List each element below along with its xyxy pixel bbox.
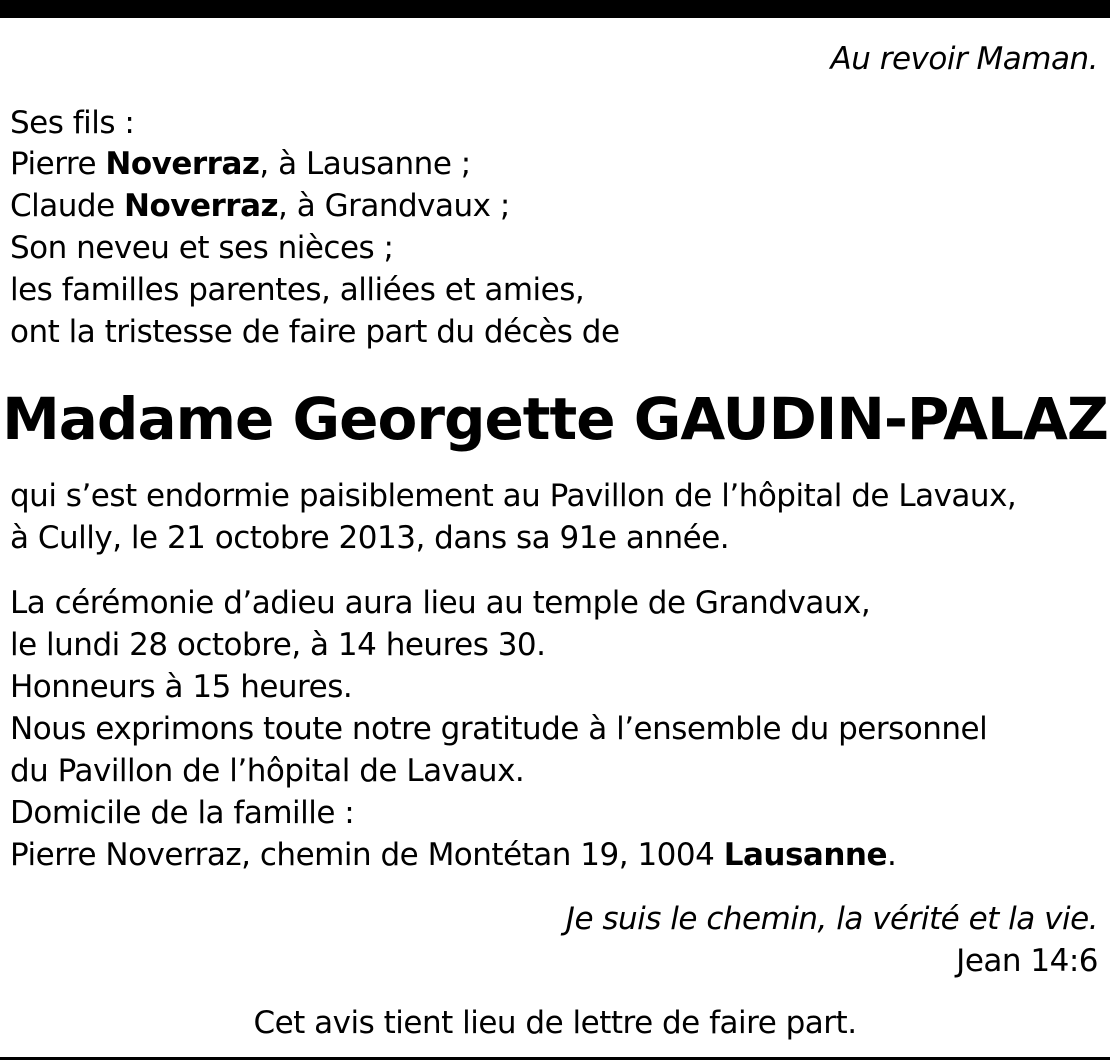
family-address: [10, 834, 896, 876]
address-street: Pierre Noverraz, chemin de Montétan 19, 1004: [10, 837, 724, 873]
son1-last-name: Noverraz: [105, 146, 260, 182]
ceremony-line-1: La cérémonie d’adieu aura lieu au temple de Grandvaux,: [10, 585, 871, 621]
son2-place: , à Grandvaux ;: [278, 188, 510, 224]
gratitude-line-1: Nous exprimons toute notre gratitude à l’ensemble du personnel: [10, 711, 988, 747]
deceased-name-heading: Madame Georgette GAUDIN-PALAZ: [2, 385, 1108, 453]
son2-last-name: Noverraz: [124, 188, 279, 224]
death-details-line-2: à Cully, le 21 octobre 2013, dans sa 91e année.: [10, 520, 730, 556]
epigraph: Au revoir Maman.: [830, 41, 1098, 77]
death-details-line-1: qui s’est endormie paisiblement au Pavillon de l’hôpital de Lavaux,: [10, 478, 1017, 514]
gratitude-line-2: du Pavillon de l’hôpital de Lavaux.: [10, 753, 525, 789]
bible-quote: Je suis le chemin, la vérité et la vie.: [565, 901, 1098, 937]
families-line: les familles parentes, alliées et amies,: [10, 272, 585, 308]
bible-reference: Jean 14:6: [956, 943, 1098, 979]
son-line-1: [10, 143, 471, 185]
address-city: Lausanne: [723, 837, 887, 873]
nephews-line: Son neveu et ses nièces ;: [10, 230, 394, 266]
ceremony-line-2: le lundi 28 octobre, à 14 heures 30.: [10, 627, 546, 663]
son1-first-name: Pierre: [10, 146, 106, 182]
announcement-line: ont la tristesse de faire part du décès de: [10, 314, 620, 350]
top-border-rule: [0, 0, 1110, 18]
address-end: .: [887, 837, 897, 873]
son1-place: , à Lausanne ;: [259, 146, 471, 182]
bottom-border-rule: [0, 1057, 1110, 1060]
son-line-2: [10, 185, 510, 227]
family-intro: Ses fils :: [10, 105, 135, 141]
ceremony-line-3: Honneurs à 15 heures.: [10, 669, 353, 705]
son2-first-name: Claude: [10, 188, 125, 224]
family-home-label: Domicile de la famille :: [10, 795, 355, 831]
footer-note: Cet avis tient lieu de lettre de faire part.: [253, 1005, 857, 1041]
